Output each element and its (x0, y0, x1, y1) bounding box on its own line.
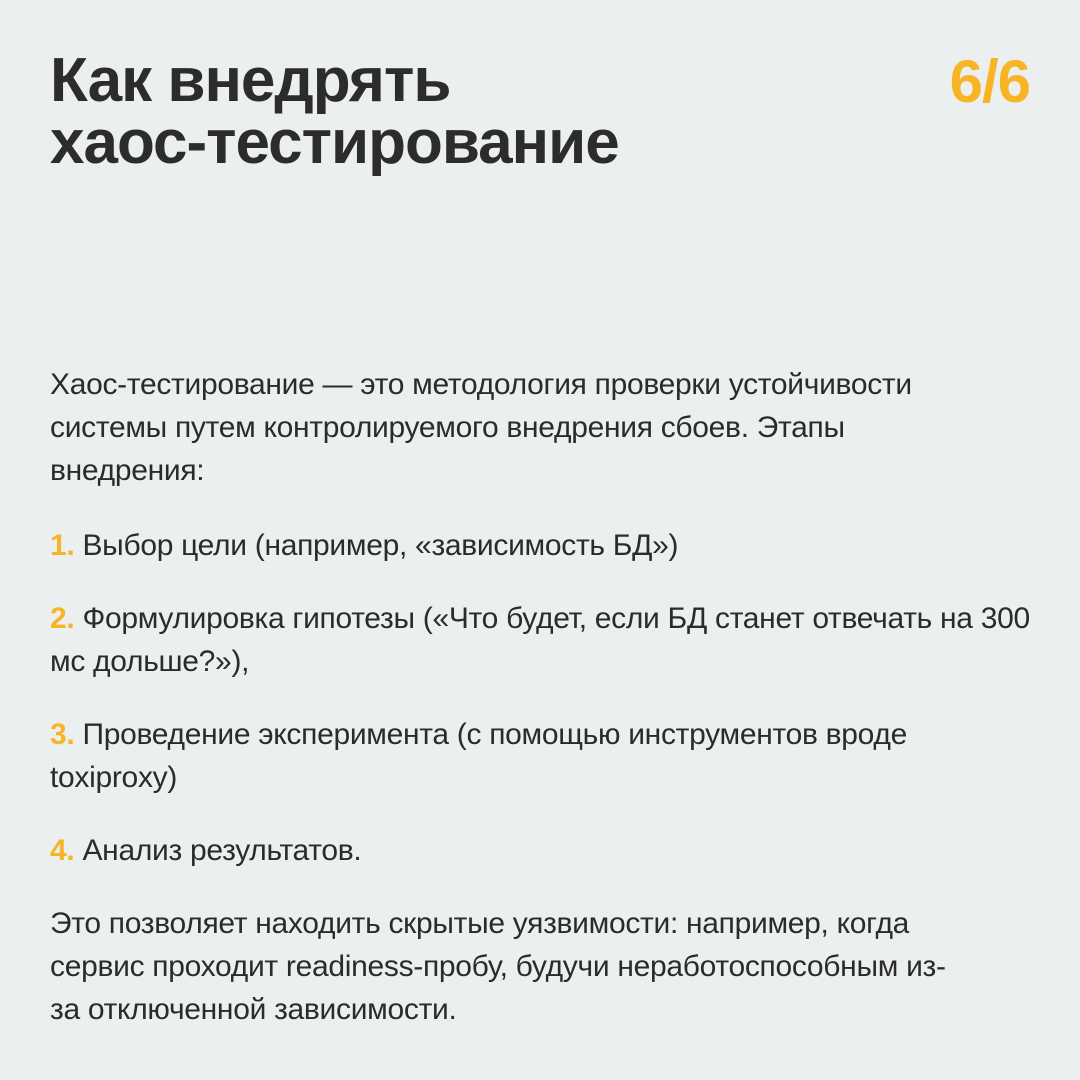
step-number: 1. (50, 529, 75, 562)
list-item (50, 524, 1040, 567)
list-item (50, 597, 1040, 683)
intro-paragraph: Хаос-тестирование — это методология проверки устойчивости системы путем контролируемого внедрения сбоев. Этапы внедрения: (50, 368, 912, 487)
step-text: Проведение эксперимента (с помощью инструментов вроде toxiproxy) (50, 718, 907, 794)
step-number: 2. (50, 602, 75, 635)
step-text: Анализ результатов. (82, 834, 362, 867)
title-line-2: хаос-тестирование (50, 108, 619, 177)
slide-body (50, 363, 1040, 1031)
page-counter: 6/6 (949, 48, 1030, 115)
list-item (50, 829, 1040, 872)
title-line-1: Как внедрять (50, 46, 451, 115)
steps-list (50, 524, 1040, 872)
step-number: 4. (50, 834, 75, 867)
step-number: 3. (50, 718, 75, 751)
page-title (50, 46, 870, 177)
outro-paragraph: Это позволяет находить скрытые уязвимости: например, когда сервис проходит readiness-пробу, будучи неработоспособным из-за отключенной зависимости. (50, 907, 946, 1026)
step-text: Выбор цели (например, «зависимость БД») (82, 529, 679, 562)
list-item (50, 713, 1040, 799)
step-text: Формулировка гипотезы («Что будет, если БД станет отвечать на 300 мс дольше?»), (50, 602, 1030, 678)
